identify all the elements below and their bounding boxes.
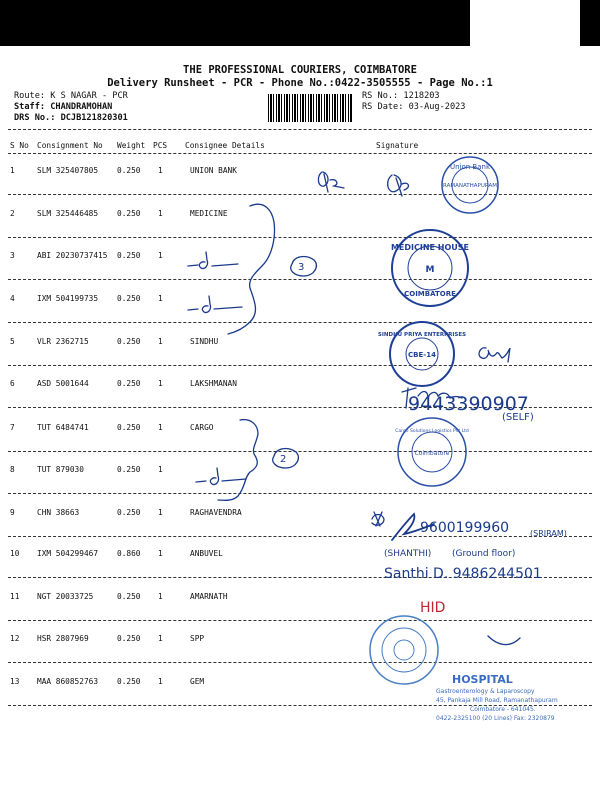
mark-row-9: [372, 512, 384, 526]
drs-label: DRS No.: DCJB121820301: [14, 113, 128, 123]
cell-sno: 9: [10, 508, 15, 517]
stamp-medicine-house-city: COIMBATORE: [404, 290, 456, 298]
handwritten-hid: HID: [420, 600, 446, 616]
sindhu-priya-stamp: [378, 322, 466, 386]
cell-pcs: 1: [158, 251, 163, 260]
route-label: Route: K S NAGAR - PCR: [14, 91, 128, 101]
medicine-house-stamp: [391, 230, 469, 306]
cell-consignee: ANBUVEL: [190, 549, 223, 558]
col-header-weight: Weight: [117, 141, 146, 150]
stamp-hospital-name: HOSPITAL: [452, 673, 513, 686]
cell-weight: 0.250: [117, 209, 141, 218]
cell-weight: 0.250: [117, 379, 141, 388]
cell-pcs: 1: [158, 294, 163, 303]
cell-weight: 0.250: [117, 508, 141, 517]
signature-consignee-1: [318, 172, 344, 192]
cell-consignment-no: SLM 325446485: [37, 209, 99, 218]
cell-weight: 0.250: [117, 337, 141, 346]
col-header-sno: S No: [10, 141, 29, 150]
handwritten-sriram: (SRIRAM): [530, 529, 567, 538]
cell-weight: 0.860: [117, 549, 141, 558]
cell-consignee: GEM: [190, 677, 205, 686]
stamp-medicine-house-logo: M: [425, 265, 435, 275]
signature-spp: [488, 636, 520, 645]
cell-pcs: 1: [158, 677, 163, 686]
handwritten-phone-anbuvel: 9600199960: [420, 520, 510, 536]
handwritten-shanthi: (SHANTHI): [384, 549, 432, 559]
cell-sno: 2: [10, 209, 15, 218]
stamp-cargo-name: Cargo Solutions Logistics Pvt Ltd: [395, 429, 469, 434]
cell-pcs: 1: [158, 592, 163, 601]
stamp-cargo-city: Coimbatore: [414, 450, 450, 457]
ditto-mark-row-4: [188, 296, 242, 312]
cell-weight: 0.250: [117, 634, 141, 643]
signature-sindhu: [479, 348, 510, 362]
cargo-solutions-stamp: [395, 418, 469, 486]
cell-weight: 0.250: [117, 465, 141, 474]
cell-pcs: 1: [158, 634, 163, 643]
handwritten-self-note: (SELF): [502, 412, 534, 423]
cell-consignee: AMARNATH: [190, 592, 228, 601]
hospital-stamp: [436, 673, 558, 722]
company-title: THE PROFESSIONAL COURIERS, COIMBATORE: [183, 64, 417, 76]
brace-rows-7-8: [218, 420, 258, 501]
stamp-sindhu-code: CBE-14: [408, 351, 436, 359]
stamp-hospital-line4: 0422-2325100 (20 Lines) Fax: 2320879: [436, 715, 555, 722]
cell-weight: 0.250: [117, 166, 141, 175]
cell-consignment-no: HSR 2807969: [37, 634, 89, 643]
ditto-mark-row-8: [196, 468, 246, 484]
ditto-mark-row-3: [188, 252, 238, 268]
runsheet-subtitle: Delivery Runsheet - PCR - Phone No.:0422-3505555 - Page No.:1: [107, 77, 493, 89]
circled-number-two: 2: [280, 454, 287, 465]
cell-sno: 11: [10, 592, 20, 601]
col-header-signature: Signature: [376, 141, 419, 150]
stamp-hospital-line2: 45, Pankaja Mill Road, Ramanathapuram: [436, 697, 558, 704]
cell-weight: 0.250: [117, 592, 141, 601]
cell-sno: 12: [10, 634, 20, 643]
cell-sno: 6: [10, 379, 15, 388]
cell-consignment-no: IXM 504199735: [37, 294, 99, 303]
cell-sno: 13: [10, 677, 20, 686]
cell-sno: 1: [10, 166, 15, 175]
cell-consignment-no: VLR 2362715: [37, 337, 89, 346]
cell-weight: 0.250: [117, 294, 141, 303]
rs-date: RS Date: 03-Aug-2023: [362, 102, 466, 112]
col-header-consignee: Consignee Details: [185, 141, 265, 150]
cell-consignment-no: SLM 325407805: [37, 166, 99, 175]
brace-rows-2-4: [228, 204, 275, 334]
cell-pcs: 1: [158, 166, 163, 175]
stamp-medicine-house-name: MEDICINE HOUSE: [390, 243, 470, 252]
cell-sno: 5: [10, 337, 15, 346]
stamp-union-bank-name: Union Bank: [449, 163, 491, 171]
stamp-hospital-line1: Gastroenterology & Laparoscopy: [436, 688, 535, 695]
cell-consignment-no: CHN 38663: [37, 508, 80, 517]
cell-consignment-no: MAA 860852763: [37, 677, 99, 686]
cell-consignment-no: TUT 6484741: [37, 423, 89, 432]
cell-sno: 3: [10, 251, 15, 260]
col-header-consignment: Consignment No: [37, 141, 103, 150]
cell-consignment-no: TUT 879030: [37, 465, 84, 474]
staff-label: Staff: CHANDRAMOHAN: [14, 102, 113, 112]
round-seal-stamp: [370, 616, 438, 684]
stamp-hospital-line3: Coimbatore - 641045.: [470, 706, 536, 713]
cell-weight: 0.250: [117, 251, 141, 260]
cell-pcs: 1: [158, 337, 163, 346]
circled-number-three: 3: [298, 262, 305, 273]
cell-pcs: 1: [158, 423, 163, 432]
cell-weight: 0.250: [117, 423, 141, 432]
cell-consignment-no: ASD 5001644: [37, 379, 89, 388]
cell-consignee: SINDHU: [190, 337, 219, 346]
cell-consignee: MEDICINE: [190, 209, 228, 218]
cell-consignee: SPP: [190, 634, 205, 643]
union-bank-stamp: [442, 157, 498, 213]
cell-pcs: 1: [158, 465, 163, 474]
cell-consignee: LAKSHMANAN: [190, 379, 237, 388]
rs-number: RS No.: 1218203: [362, 91, 440, 101]
stamp-sindhu-name: SINDHU PRIYA ENTERPRISES: [377, 332, 467, 338]
cell-pcs: 1: [158, 549, 163, 558]
cell-sno: 7: [10, 423, 15, 432]
cell-pcs: 1: [158, 508, 163, 517]
cell-sno: 10: [10, 549, 20, 558]
cell-pcs: 1: [158, 209, 163, 218]
cell-consignee: CARGO: [190, 423, 214, 432]
stamp-union-bank-place: RAMANATHAPURAM: [442, 183, 498, 189]
cell-pcs: 1: [158, 379, 163, 388]
cell-consignment-no: IXM 504299467: [37, 549, 99, 558]
cell-consignment-no: NGT 20033725: [37, 592, 94, 601]
cell-consignee: UNION BANK: [190, 166, 237, 175]
col-header-pcs: PCS: [153, 141, 168, 150]
cell-consignment-no: ABI 20230737415: [37, 251, 108, 260]
handwritten-ground-floor: (Ground floor): [452, 549, 516, 559]
signature-row-1: [388, 175, 409, 196]
handwritten-santhi-phone: Santhi D. 9486244501: [384, 566, 542, 582]
cell-weight: 0.250: [117, 677, 141, 686]
cell-sno: 4: [10, 294, 15, 303]
handwritten-phone-lakshmanan: 9443390907: [408, 393, 529, 415]
cell-sno: 8: [10, 465, 15, 474]
cell-consignee: RAGHAVENDRA: [190, 508, 242, 517]
